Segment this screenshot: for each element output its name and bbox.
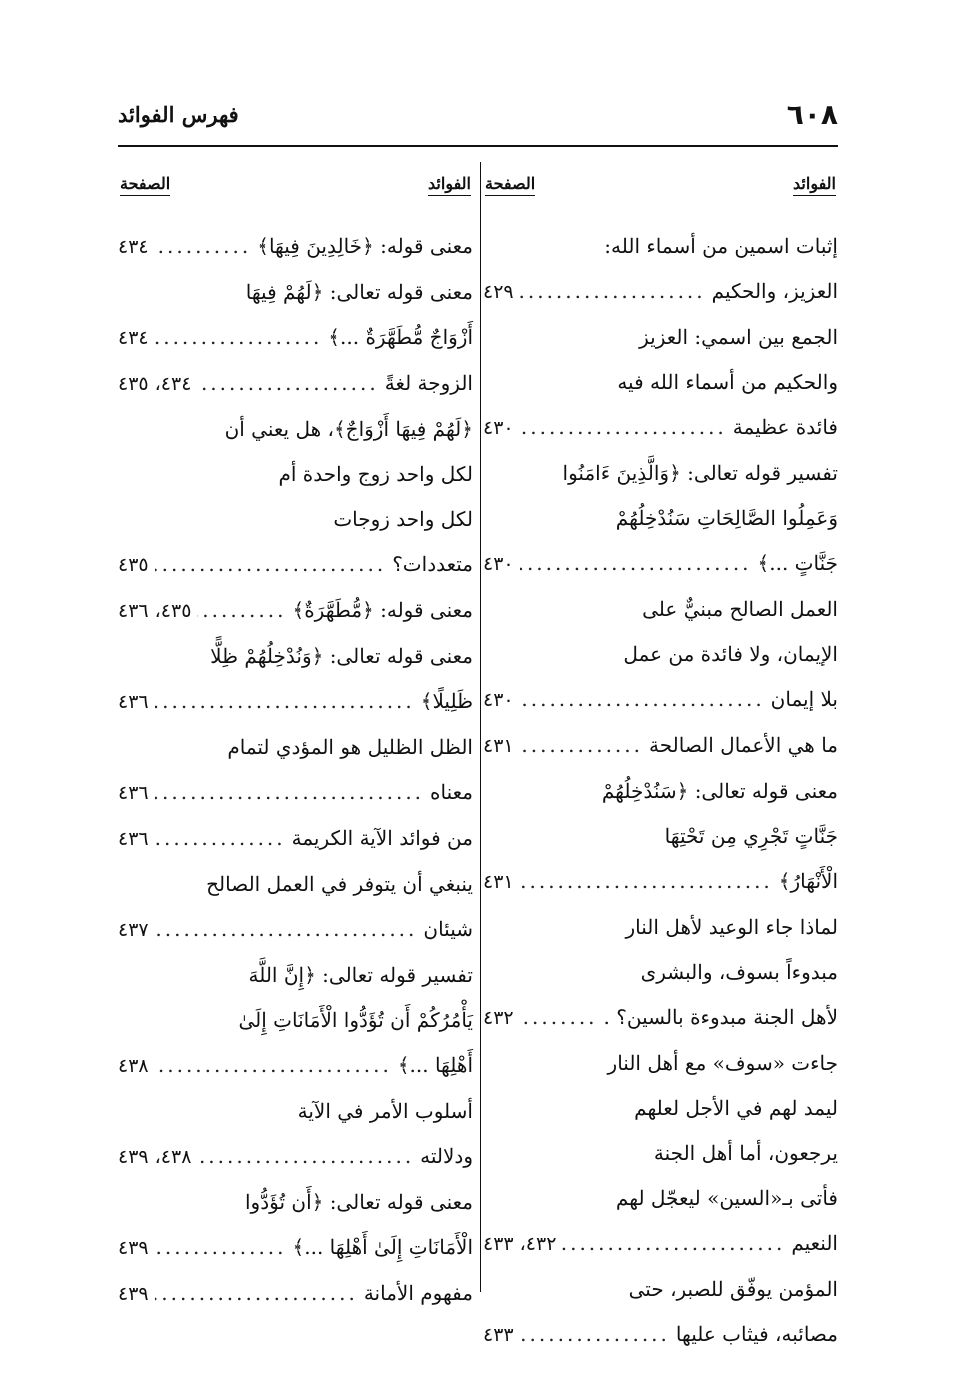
entry-text-line: العمل الصالح مبنيٌّ على bbox=[642, 597, 838, 621]
entry-page-ref: ٤٣٣ bbox=[483, 1324, 514, 1346]
entry-page-ref: ٤٣٢، ٤٣٣ bbox=[483, 1233, 557, 1255]
entry-text-line: ودلالته bbox=[420, 1144, 473, 1168]
index-entry bbox=[118, 862, 473, 953]
dot-leader bbox=[155, 224, 252, 269]
page-heading: الصفحة bbox=[485, 174, 535, 196]
entry-text-line: معناه bbox=[430, 780, 473, 804]
index-entry bbox=[483, 315, 838, 451]
entry-text-line: بلا إيمان bbox=[770, 687, 838, 711]
dot-leader bbox=[197, 361, 378, 406]
dot-leader bbox=[562, 1221, 785, 1266]
dot-leader bbox=[155, 1271, 358, 1316]
entry-text-line: ليمد لهم في الأجل لعلهم bbox=[634, 1096, 838, 1120]
entry-text-line: فائدة عظيمة bbox=[732, 415, 838, 439]
entry-text-line: العزيز، والحكيم bbox=[711, 279, 838, 303]
entry-text-line: إثبات اسمين من أسماء الله: bbox=[604, 234, 838, 258]
dot-leader bbox=[155, 1225, 287, 1270]
index-entry bbox=[483, 769, 838, 905]
entry-text-line: فأتى بـ«السين» ليعجّل لهم bbox=[615, 1186, 838, 1210]
entry-page-ref: ٤٣١ bbox=[483, 735, 514, 757]
index-entry bbox=[483, 587, 838, 723]
index-entry bbox=[118, 953, 473, 1089]
index-entry bbox=[483, 1041, 838, 1267]
dot-leader bbox=[520, 269, 706, 314]
dot-leader bbox=[520, 405, 727, 450]
entry-text-line: ما هي الأعمال الصالحة bbox=[649, 733, 838, 757]
entry-text-line: أسلوب الأمر في الآية bbox=[297, 1099, 473, 1123]
page-number: ٦٠٨ bbox=[786, 98, 838, 131]
dot-leader bbox=[155, 907, 418, 952]
index-entry bbox=[118, 634, 473, 725]
entry-page-ref: ٤٣٨ bbox=[118, 1055, 149, 1077]
entry-page-ref: ٤٣٤، ٤٣٥ bbox=[118, 373, 192, 395]
page-header bbox=[118, 98, 838, 138]
entry-last-line bbox=[118, 679, 473, 725]
entry-last-line bbox=[118, 1134, 473, 1180]
index-entry bbox=[118, 1089, 473, 1180]
entry-page-ref: ٤٣٦ bbox=[118, 691, 149, 713]
entry-text-line: معنى قوله تعالى: ﴿وَنُدْخِلُهُمْ ظِلًّا bbox=[210, 644, 473, 668]
entry-text-line: أَزْوَاجٌ مُّطَهَّرَةٌ ...﴾ bbox=[328, 325, 473, 349]
entry-page-ref: ٤٣٩ bbox=[118, 1283, 149, 1305]
entry-page-ref: ٤٣١ bbox=[483, 871, 514, 893]
index-entry bbox=[118, 270, 473, 361]
entry-text-line: الزوجة لغةً bbox=[384, 371, 473, 395]
entry-last-line bbox=[118, 361, 473, 407]
running-title: فهرس الفوائد bbox=[118, 102, 239, 127]
entry-text-line: لأهل الجنة مبدوءة بالسين؟ . bbox=[603, 1005, 838, 1029]
entry-page-ref: ٤٣٧ bbox=[118, 919, 149, 941]
entry-text-line: جَنَّاتٍ ...﴾ bbox=[757, 551, 838, 575]
dot-leader bbox=[155, 816, 286, 861]
entry-last-line bbox=[483, 1221, 838, 1267]
entry-text-line: متعددات؟ bbox=[392, 552, 473, 576]
index-entry bbox=[483, 905, 838, 1041]
entry-text-line: معنى قوله: ﴿خَالِدِينَ فِيهَا﴾ bbox=[257, 234, 473, 258]
index-entry bbox=[118, 725, 473, 816]
entry-last-line bbox=[483, 677, 838, 723]
dot-leader bbox=[197, 588, 286, 633]
dot-leader bbox=[155, 770, 424, 815]
entry-last-line bbox=[118, 315, 473, 361]
dot-leader bbox=[520, 859, 773, 904]
entry-text-line: وَعَمِلُوا الصَّالِحَاتِ سَنُدْخِلُهُمْ bbox=[615, 506, 838, 530]
entry-text-line: من فوائد الآية الكريمة bbox=[291, 826, 473, 850]
dot-leader bbox=[197, 1134, 414, 1179]
entry-last-line bbox=[483, 405, 838, 451]
entry-text-line: ظَلِيلًا﴾ bbox=[420, 689, 473, 713]
entry-page-ref: ٤٣٢ bbox=[483, 1007, 514, 1029]
page-heading: الصفحة bbox=[120, 174, 170, 196]
entry-list bbox=[118, 224, 473, 1317]
entry-text-line: والحكيم من أسماء الله فيه bbox=[617, 370, 838, 394]
entry-text-line: جاءت «سوف» مع أهل النار bbox=[607, 1051, 838, 1075]
column-header bbox=[118, 168, 473, 204]
index-column-left bbox=[118, 168, 473, 1317]
entry-last-line bbox=[118, 907, 473, 953]
entry-text-line: المؤمن يوفّق للصبر، حتى bbox=[628, 1277, 838, 1301]
entry-text-line: يرجعون، أما أهل الجنة bbox=[653, 1141, 838, 1165]
entry-list bbox=[483, 224, 838, 1358]
entry-page-ref: ٤٣٠ bbox=[483, 553, 514, 575]
entry-text-line: الإيمان، ولا فائدة من عمل bbox=[623, 642, 838, 666]
index-entry bbox=[118, 588, 473, 634]
entry-last-line bbox=[483, 269, 838, 315]
entry-last-line bbox=[118, 588, 473, 634]
entry-text-line: لماذا جاء الوعيد لأهل النار bbox=[625, 915, 838, 939]
index-entry bbox=[483, 1267, 838, 1358]
entry-last-line bbox=[118, 1043, 473, 1089]
entry-last-line bbox=[483, 541, 838, 587]
entry-page-ref: ٤٣٥ bbox=[118, 554, 149, 576]
entry-last-line bbox=[483, 723, 838, 769]
index-entry bbox=[483, 224, 838, 315]
dot-leader bbox=[520, 1312, 670, 1357]
entry-text-line: الْأَنْهَارُ﴾ bbox=[778, 869, 838, 893]
entry-text-line: معنى قوله تعالى: ﴿أَن تُؤَدُّوا bbox=[245, 1190, 473, 1214]
entry-last-line bbox=[118, 816, 473, 862]
entry-page-ref: ٤٣٤ bbox=[118, 236, 149, 258]
index-entry bbox=[118, 1271, 473, 1317]
column-divider bbox=[480, 162, 481, 1292]
entry-text-line: مفهوم الأمانة bbox=[363, 1281, 473, 1305]
entry-text-line: ﴿لَهُمْ فِيهَا أَزْوَاجٌ﴾، هل يعني أن bbox=[224, 417, 473, 441]
topic-heading: الفوائد bbox=[428, 174, 471, 196]
index-entry bbox=[118, 224, 473, 270]
entry-page-ref: ٤٣٠ bbox=[483, 689, 514, 711]
topic-heading: الفوائد bbox=[793, 174, 836, 196]
entry-text-line: النعيم bbox=[791, 1231, 838, 1255]
entry-text-line: الجمع بين اسمي: العزيز bbox=[639, 325, 838, 349]
index-entry bbox=[483, 451, 838, 587]
entry-last-line bbox=[118, 1225, 473, 1271]
entry-text-line: لكل واحد زوج واحدة أم bbox=[278, 462, 473, 486]
dot-leader bbox=[520, 723, 643, 768]
entry-last-line bbox=[118, 224, 473, 270]
dot-leader bbox=[520, 541, 752, 586]
entry-text-line: مصائبه، فيثاب عليها bbox=[675, 1322, 838, 1346]
entry-last-line bbox=[118, 1271, 473, 1317]
index-entry bbox=[118, 407, 473, 588]
index-entry bbox=[118, 361, 473, 407]
entry-last-line bbox=[118, 542, 473, 588]
entry-page-ref: ٤٣٨، ٤٣٩ bbox=[118, 1146, 192, 1168]
dot-leader bbox=[155, 1043, 392, 1088]
entry-text-line: شيئان bbox=[423, 917, 473, 941]
entry-text-line: مبدوءاً بسوف، والبشرى bbox=[640, 960, 838, 984]
dot-leader bbox=[520, 995, 598, 1040]
dot-leader bbox=[155, 315, 323, 360]
dot-leader bbox=[155, 679, 415, 724]
index-entry bbox=[118, 816, 473, 862]
header-rule bbox=[118, 145, 838, 147]
entry-last-line bbox=[483, 1312, 838, 1358]
entry-text-line: الْأَمَانَاتِ إِلَىٰ أَهْلِهَا ...﴾ bbox=[292, 1235, 473, 1259]
index-entry bbox=[483, 723, 838, 769]
entry-page-ref: ٤٣٠ bbox=[483, 417, 514, 439]
entry-page-ref: ٤٣٤ bbox=[118, 327, 149, 349]
entry-text-line: معنى قوله تعالى: ﴿لَهُمْ فِيهَا bbox=[245, 280, 473, 304]
entry-last-line bbox=[118, 770, 473, 816]
entry-text-line: لكل واحد زوجات bbox=[333, 507, 473, 531]
dot-leader bbox=[520, 677, 765, 722]
entry-page-ref: ٤٣٩ bbox=[118, 1237, 149, 1259]
entry-last-line bbox=[483, 995, 838, 1041]
entry-text-line: ينبغي أن يتوفر في العمل الصالح bbox=[206, 872, 473, 896]
entry-page-ref: ٤٣٥، ٤٣٦ bbox=[118, 600, 192, 622]
index-entry bbox=[118, 1180, 473, 1271]
entry-page-ref: ٤٣٦ bbox=[118, 828, 149, 850]
entry-text-line: جَنَّاتٍ تَجْرِي مِن تَحْتِهَا bbox=[664, 824, 838, 848]
entry-text-line: تفسير قوله تعالى: ﴿إِنَّ اللَّهَ bbox=[248, 963, 473, 987]
entry-page-ref: ٤٢٩ bbox=[483, 281, 514, 303]
entry-text-line: تفسير قوله تعالى: ﴿وَالَّذِينَ ءَامَنُوا bbox=[562, 461, 838, 485]
entry-text-line: أَهْلِهَا ...﴾ bbox=[397, 1053, 473, 1077]
entry-text-line: يَأْمُرُكُمْ أَن تُؤَدُّوا الْأَمَانَاتِ إِلَىٰ bbox=[238, 1008, 473, 1032]
entry-page-ref: ٤٣٦ bbox=[118, 782, 149, 804]
entry-text-line: معنى قوله: ﴿مُّطَهَّرَةٌ﴾ bbox=[292, 598, 473, 622]
dot-leader bbox=[155, 542, 387, 587]
index-column-right bbox=[483, 168, 838, 1358]
entry-last-line bbox=[483, 859, 838, 905]
entry-text-line: معنى قوله تعالى: ﴿سَنُدْخِلُهُمْ bbox=[601, 779, 838, 803]
entry-text-line: الظل الظليل هو المؤدي لتمام bbox=[227, 735, 473, 759]
column-header bbox=[483, 168, 838, 204]
